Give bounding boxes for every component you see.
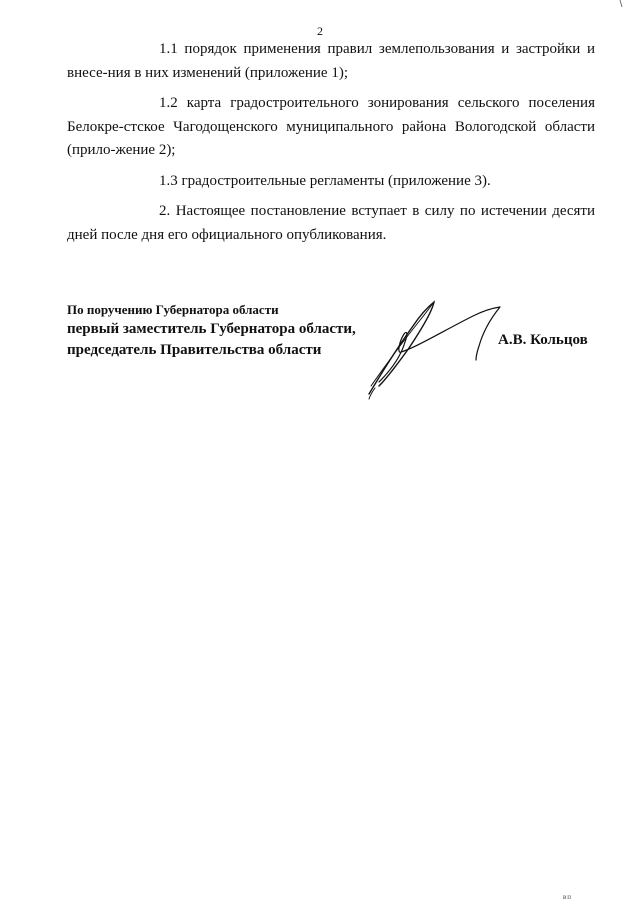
page-number: 2 — [317, 24, 323, 38]
paragraph-number: 1.2 — [159, 95, 178, 111]
signatory-name: А.В. Кольцов — [498, 332, 588, 348]
paragraph-number: 1.3 — [159, 172, 178, 189]
signatory-position-line: первый заместитель Губернатора области, — [67, 321, 356, 337]
corner-mark-icon — [618, 0, 628, 8]
paragraph-1-2 — [67, 92, 595, 163]
paragraph-text: порядок применения правил землепользования и застройки и внесе-ния в них изменений (приложение 1); — [67, 41, 595, 81]
handwritten-signature — [355, 290, 510, 400]
footer-mark: вп — [563, 893, 573, 901]
signatory-title-block — [67, 300, 356, 361]
paragraph-number: 2. — [159, 203, 171, 219]
signatory-position-line-2: председатель Правительства области — [67, 342, 322, 358]
signatory-authority-line: По поручению Губернатора области — [67, 302, 279, 317]
paragraph-number: 1.1 — [159, 41, 178, 57]
paragraph-text: Настоящее постановление вступает в силу по истечении десяти дней после дня его официального опубликования. — [67, 203, 595, 243]
paragraph-text: карта градостроительного зонирования сельского поселения Белокре-стское Чагодощенского муниципального района Вологодской области (прило-жение 2); — [67, 95, 595, 158]
paragraph-text: градостроительные регламенты (приложение 3). — [181, 172, 491, 189]
paragraph-2 — [67, 200, 595, 247]
paragraph-1-1 — [67, 38, 595, 85]
paragraph-1-3 — [67, 170, 595, 194]
document-body — [67, 38, 595, 254]
